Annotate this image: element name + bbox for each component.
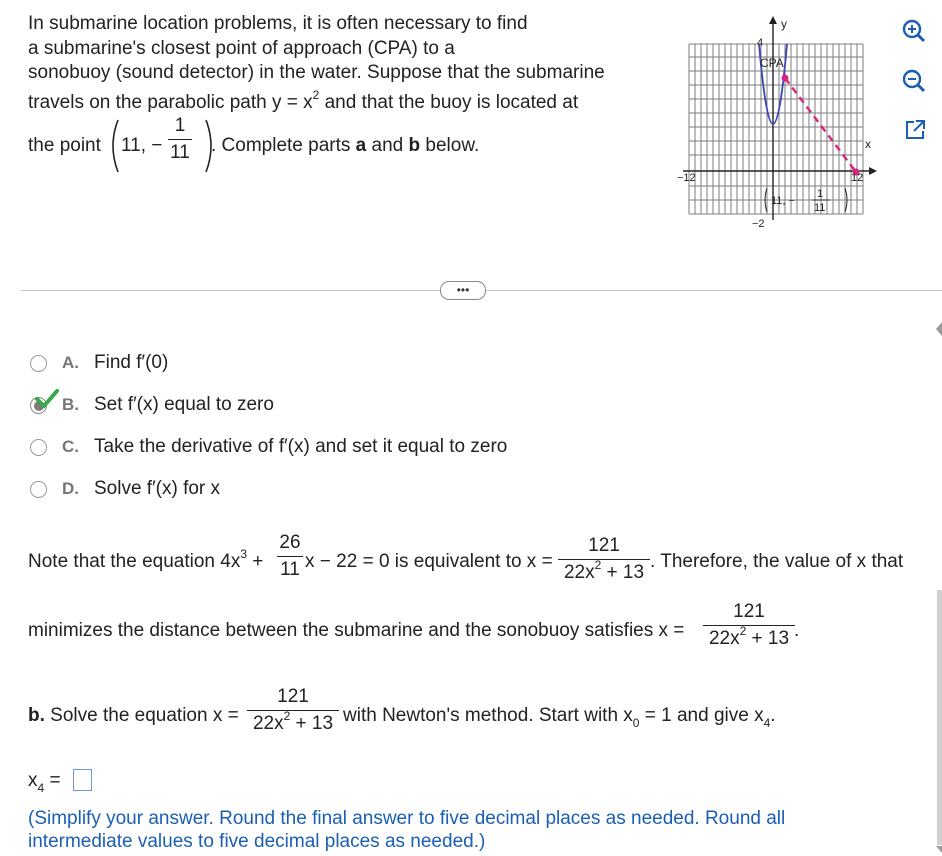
option-c-radio[interactable]	[30, 439, 47, 456]
complete-instruction: . Complete parts a and b below.	[211, 135, 480, 156]
scroll-down-icon[interactable]	[936, 846, 942, 853]
answer-hint-1: (Simplify your answer. Round the final answer to five decimal places as needed. Round all	[28, 808, 786, 829]
y-axis-label: y	[781, 17, 787, 31]
point-x-value: 11, −	[121, 135, 163, 156]
graph-y-arrow	[769, 16, 777, 24]
x-axis-label: x	[865, 137, 871, 151]
graph-x-arrow	[869, 167, 877, 175]
note-therefore: . Therefore, the value of x that	[650, 551, 904, 572]
problem-line-1: In submarine location problems, it is often necessary to find	[28, 13, 528, 34]
note-rhs2-fraction: 121 $22x^2 + 13$	[703, 601, 795, 651]
option-d-radio[interactable]	[30, 481, 47, 498]
y-tick-bottom: −2	[752, 218, 765, 230]
x-tick-right: 12	[851, 172, 864, 184]
option-c-text: Take the derivative of f′(x) and set it equal to zero	[94, 436, 508, 457]
x-tick-left: −12	[677, 172, 696, 184]
note-fraction-26-11: 26 11	[277, 532, 303, 581]
part-b-fraction: 121 $22x^2 + 13$	[247, 686, 339, 736]
answer-input[interactable]	[73, 769, 92, 791]
y-tick-top: 4	[757, 37, 764, 49]
note-line-2: minimizes the distance between the submarine and the sonobuoy satisfies x =	[28, 620, 685, 641]
graph-point-num: 1	[817, 188, 824, 200]
note-period: .	[794, 620, 800, 641]
problem-line-2: a submarine's closest point of approach (CPA) to a	[28, 38, 455, 59]
cpa-graph	[677, 14, 883, 230]
point-y-fraction: 1 11	[168, 115, 192, 164]
zoom-out-icon[interactable]	[901, 68, 927, 94]
option-a-text: Find f′(0)	[94, 352, 169, 373]
option-b-letter: B.	[62, 395, 79, 414]
option-a-radio[interactable]	[30, 355, 47, 372]
option-c-letter: C.	[62, 437, 79, 456]
cpa-point	[782, 75, 789, 82]
option-b-text: Set f′(x) equal to zero	[94, 394, 274, 415]
option-d-text: Solve f′(x) for x	[94, 478, 221, 499]
zoom-in-icon[interactable]	[901, 18, 927, 44]
answer-hint-2: intermediate values to five decimal places as needed.)	[28, 831, 486, 852]
note-middle: x − 22 = 0 is equivalent to x =	[305, 551, 553, 572]
part-b-newton: with Newton's method. Start with $x_0 = 1$ and give $x_4$.	[343, 705, 776, 730]
graph-point-den: 11	[814, 202, 826, 214]
option-a-letter: A.	[62, 353, 79, 372]
point-prefix: the point	[28, 135, 101, 156]
part-b-instruction: b. Solve the equation x =	[28, 705, 239, 726]
problem-line-4: travels on the parabolic path $y = x^2$ and that the buoy is located at	[28, 88, 579, 113]
cpa-label: CPA	[760, 56, 784, 70]
popout-icon[interactable]	[902, 117, 928, 143]
problem-line-3: sonobuoy (sound detector) in the water. Suppose that the submarine	[28, 62, 605, 83]
option-d-letter: D.	[62, 479, 79, 498]
note-rhs-fraction: 121 $22x^2 + 13$	[558, 535, 650, 585]
graph-point-x: 11, −	[771, 195, 795, 207]
note-prefix: Note that the equation $4x^3$ +	[28, 547, 264, 572]
answer-label: $x_4$ =	[28, 770, 61, 795]
checkmark-icon	[34, 388, 60, 410]
expand-more-button[interactable]: •••	[440, 281, 486, 300]
scrollbar-track[interactable]	[937, 590, 942, 845]
scroll-left-icon[interactable]	[936, 322, 942, 336]
